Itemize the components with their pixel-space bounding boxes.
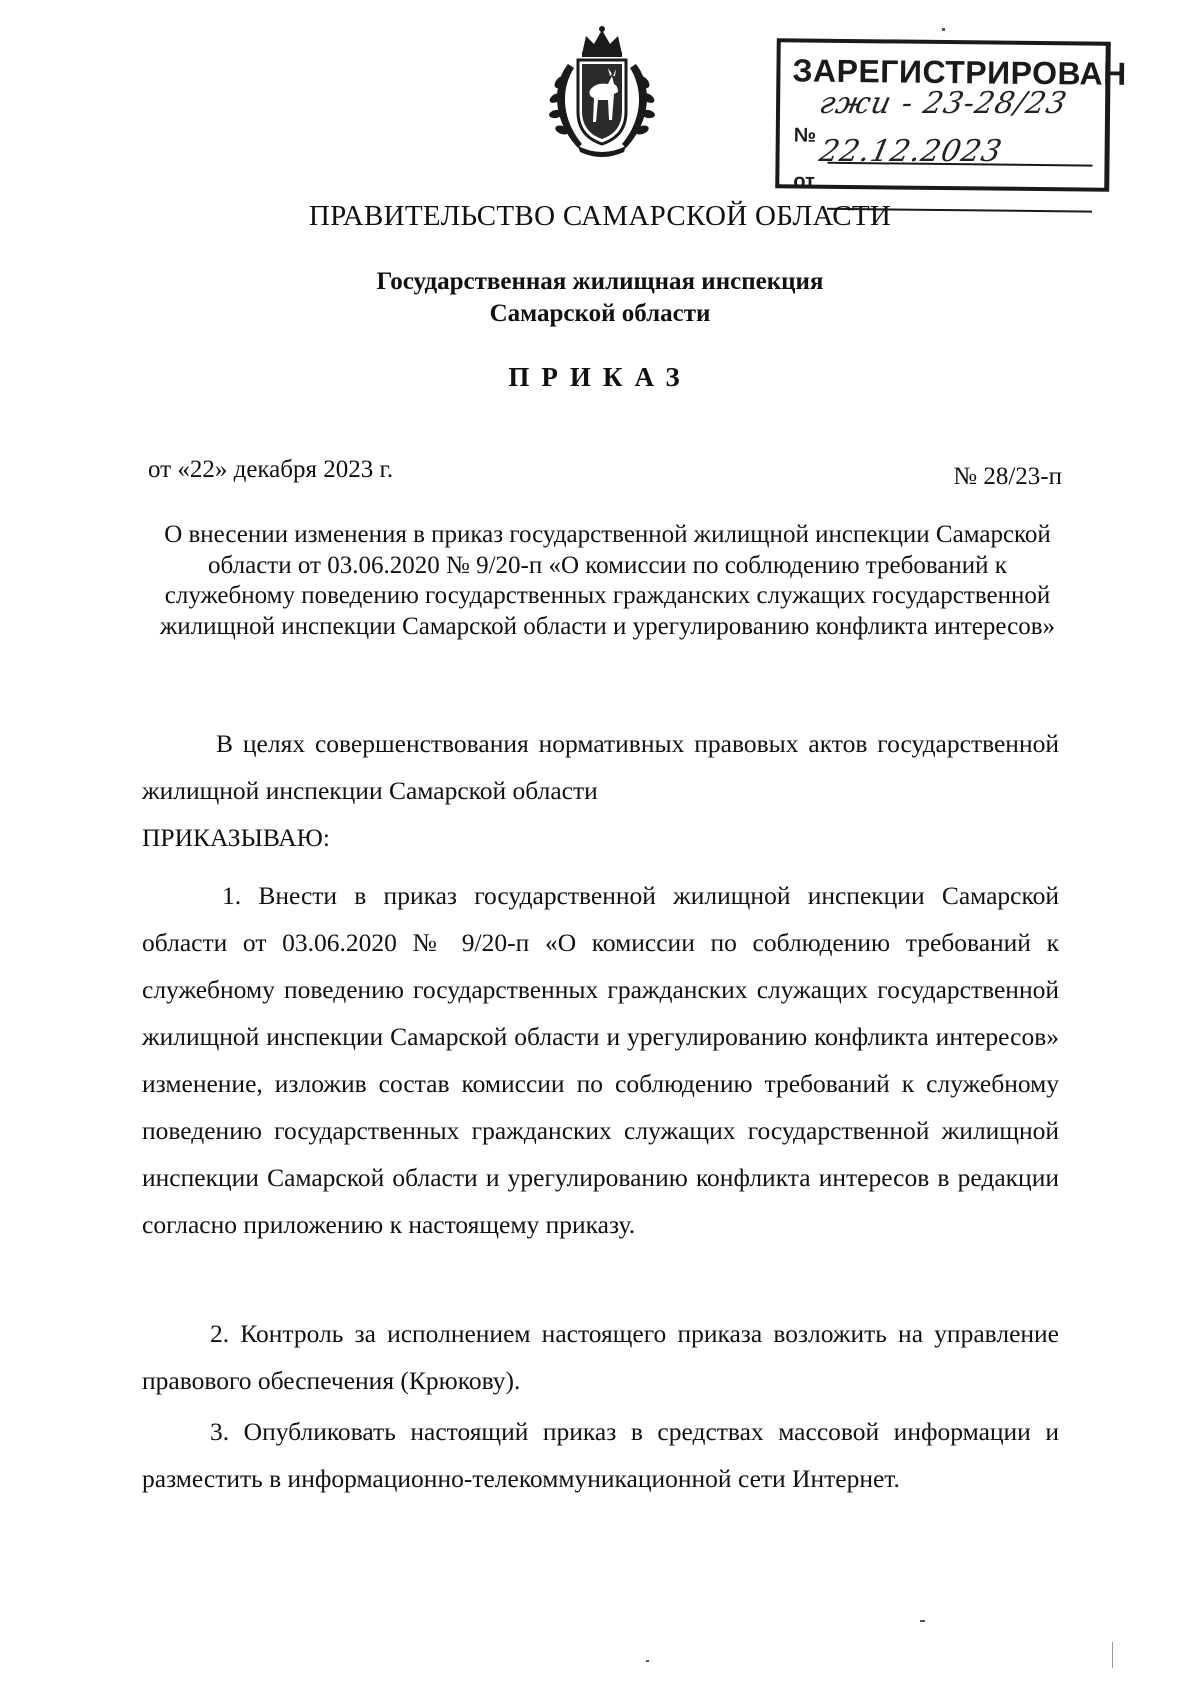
intro-text: В целях совершенствования нормативных правовых актов государственной жилищной инспекции Самарской области	[142, 729, 1059, 805]
agency-name-line1: Государственная жилищная инспекция	[376, 268, 824, 295]
stamp-date-handwritten: 22.12.2023	[816, 134, 1006, 169]
coat-of-arms-emblem	[538, 24, 666, 160]
government-title: ПРАВИТЕЛЬСТВО САМАРСКОЙ ОБЛАСТИ	[308, 200, 892, 232]
document-type-heading: ПРИКАЗ	[508, 362, 692, 392]
scan-speck	[1112, 1642, 1113, 1668]
document-number: № 28/23-п	[953, 463, 1062, 490]
stamp-date-label: от	[793, 170, 815, 193]
scan-speck	[646, 1660, 649, 1662]
stamp-number-handwritten: гжи - 23-28/23	[816, 86, 1071, 121]
order-item-2: 2. Контроль за исполнением настоящего приказа возложить на управление правового обеспечения (Крюкову).	[142, 1319, 1059, 1395]
order-item-1: 1. Внести в приказ государственной жилищной инспекции Самарской области от 03.06.2020 № 9/20-п «О комиссии по соблюдению требований к служебному поведению государственных гражданских служащих государственной жилищной инспекции Самарской области и урегулированию конфликта интересов» изменение, изложив состав комиссии по соблюдению требований к служебному поведению государственных гражданских служащих государственной жилищной инспекции Самарской области и урегулированию конфликта интересов в редакции согласно приложению к настоящему приказу.	[142, 881, 1059, 1239]
stamp-number-label: №	[793, 124, 817, 147]
document-subject: О внесении изменения в приказ государственной жилищной инспекции Самарской области от 03.06.2020 № 9/20-п «О комиссии по соблюдению требований к служебному поведению государственных гражданских служащих государственной жилищной инспекции Самарской области и урегулированию конфликта интересов»	[159, 521, 1056, 640]
order-word: ПРИКАЗЫВАЮ:	[142, 823, 330, 852]
scan-speck	[920, 1620, 925, 1622]
order-item-3: 3. Опубликовать настоящий приказ в средствах массовой информации и разместить в информационно-телекоммуникационной сети Интернет.	[142, 1417, 1059, 1493]
agency-name-line2: Самарской области	[489, 300, 711, 327]
document-date: от «22» декабря 2023 г.	[148, 456, 394, 483]
intro-paragraph	[142, 720, 1059, 861]
scan-speck	[942, 28, 945, 31]
stamp-title: ЗАРЕГИСТРИРОВАН	[792, 52, 1127, 92]
